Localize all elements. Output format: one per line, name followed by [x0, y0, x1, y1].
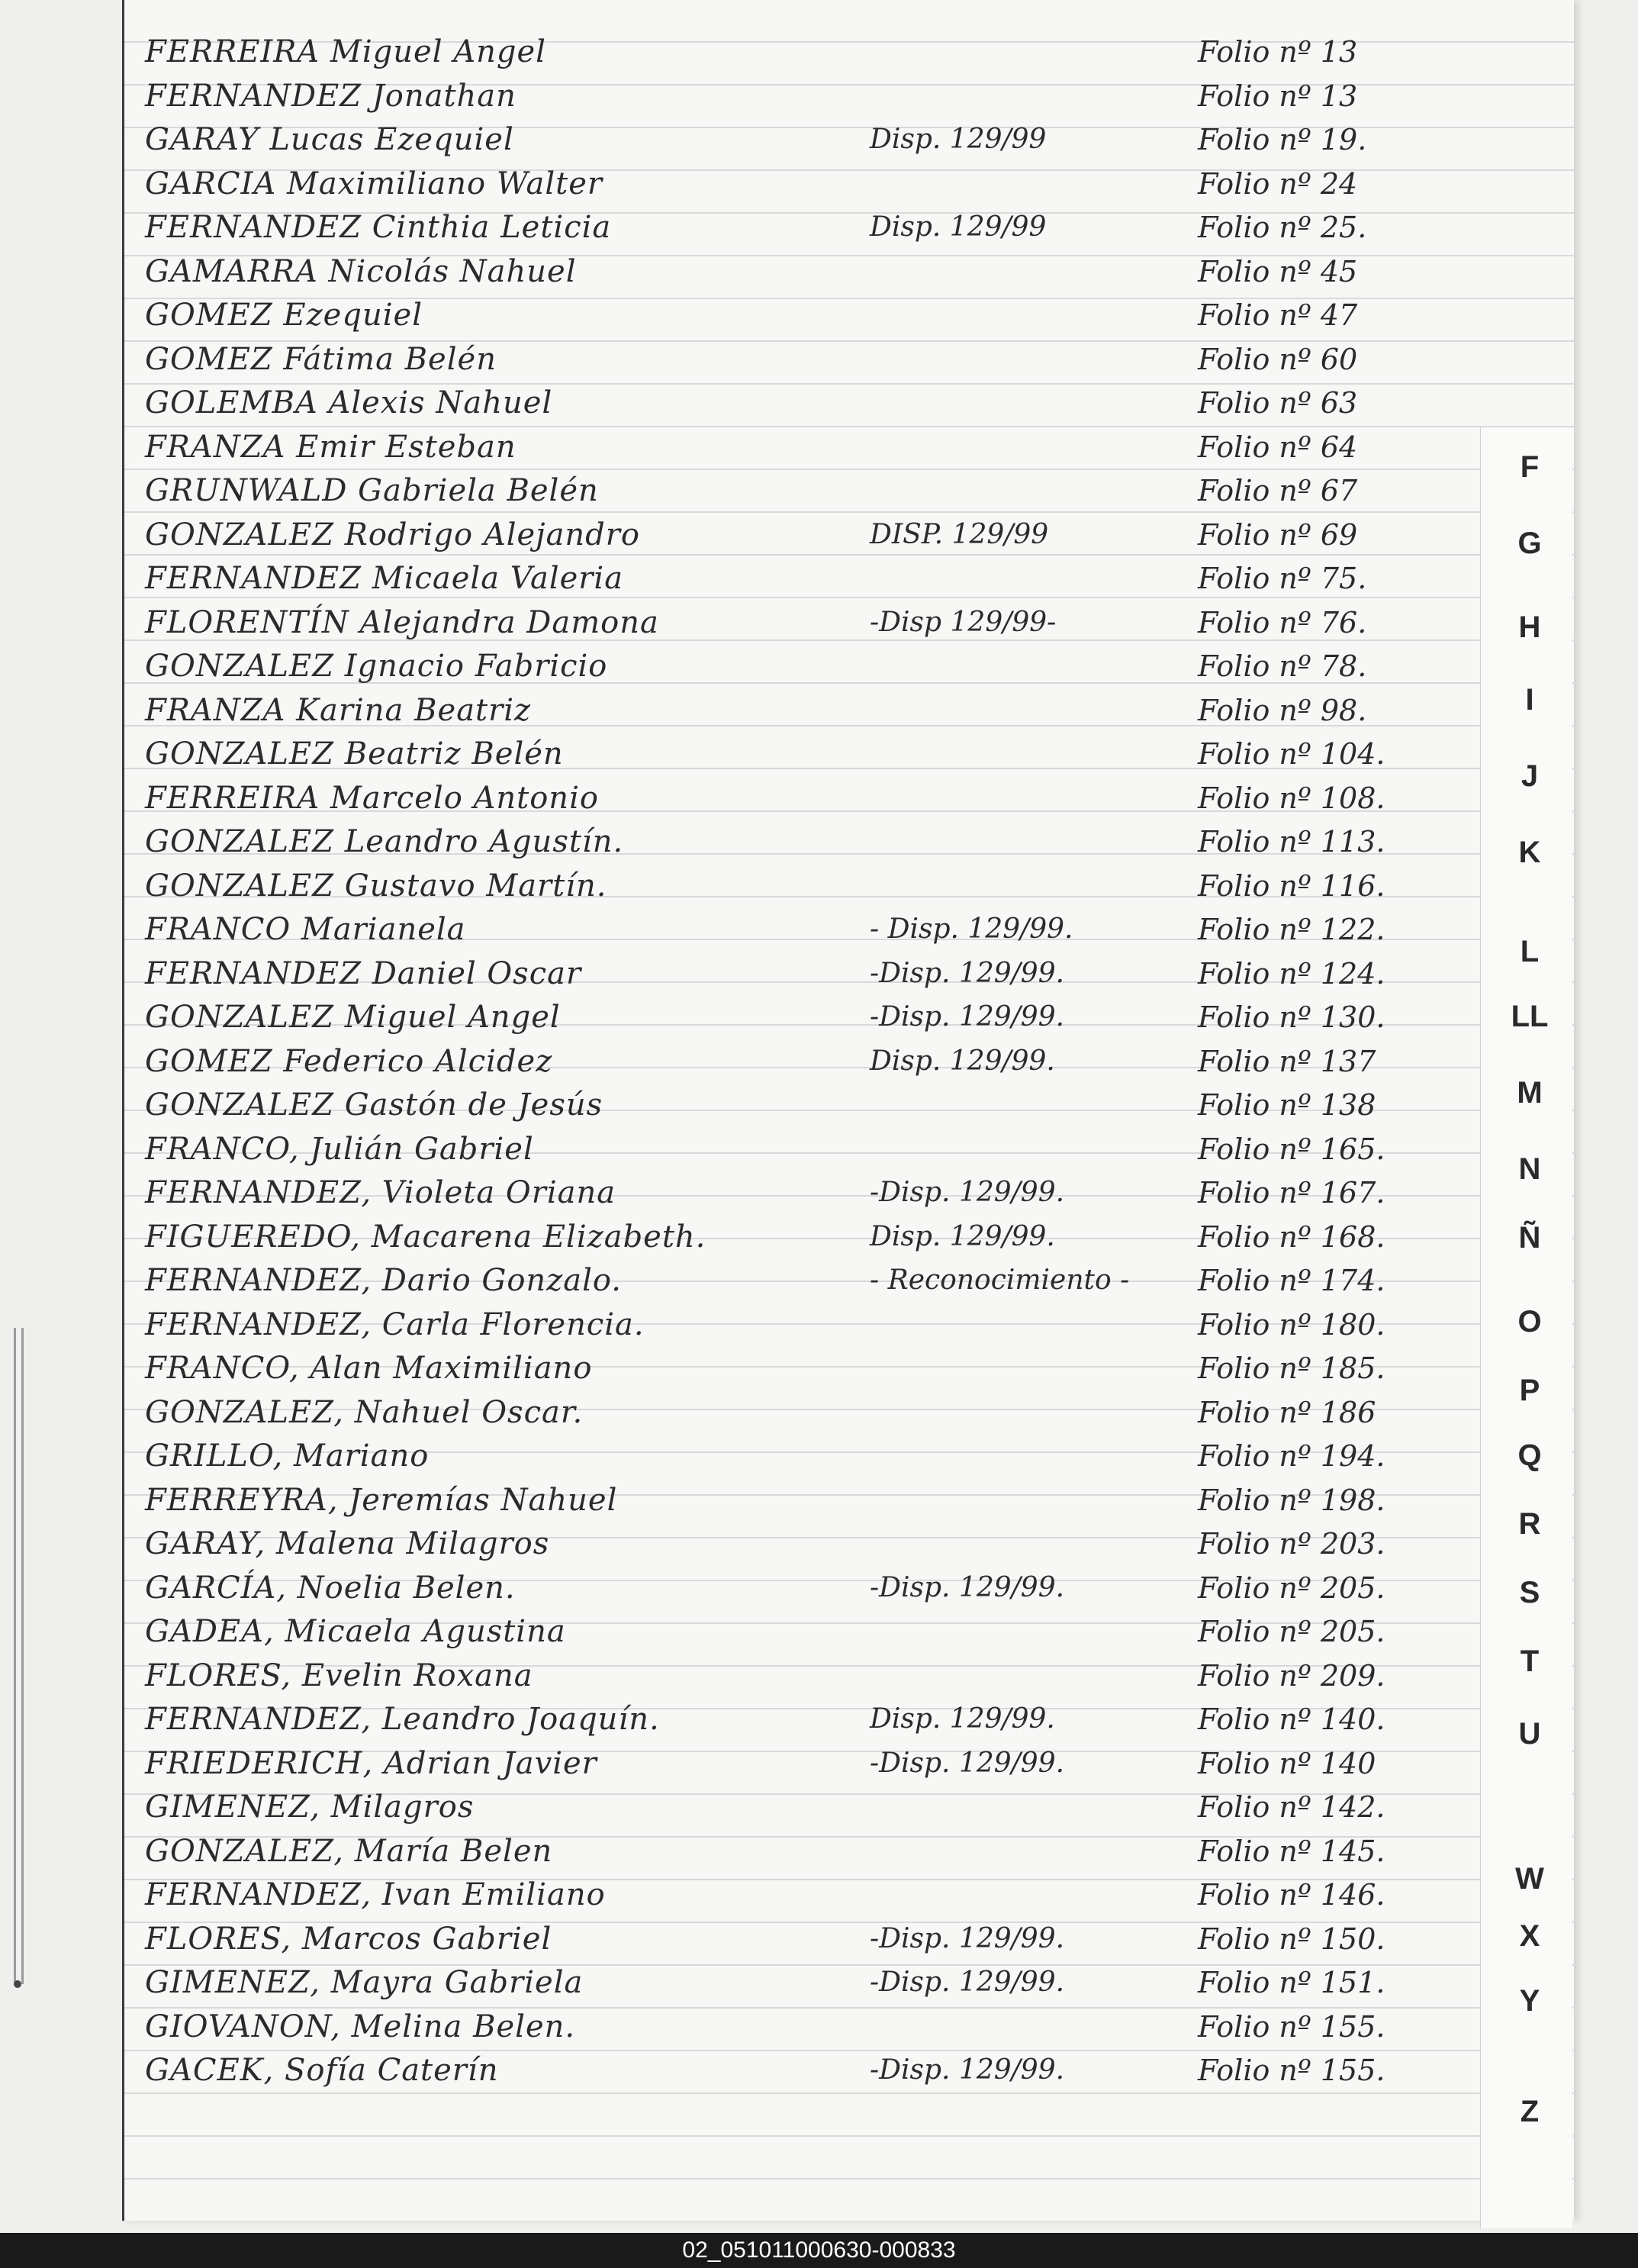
entry-folio: Folio nº 140. [1198, 1703, 1385, 1736]
entry-name: GACEK, Sofía Caterín [145, 2053, 499, 2088]
document-id-footer: 02_051011000630-000833 [0, 2233, 1638, 2268]
entry-name: GOMEZ Fátima Belén [145, 341, 497, 377]
entry-folio: Folio nº 186 [1198, 1395, 1376, 1429]
entry-folio: Folio nº 168. [1198, 1219, 1385, 1254]
entry-name: FERNANDEZ, Leandro Joaquín. [145, 1702, 660, 1737]
entry-name: GONZALEZ, María Belen [145, 1833, 553, 1869]
registry-entry [130, 1084, 1503, 1126]
index-tab[interactable]: G [1517, 527, 1542, 560]
entry-name: GONZALEZ Miguel Angel [145, 1000, 561, 1035]
entry-name: GOLEMBA Alexis Nahuel [145, 385, 553, 420]
entry-name: GIMENEZ, Milagros [145, 1790, 475, 1825]
entry-name: GRUNWALD Gabriela Belén [145, 473, 599, 508]
entry-note: DISP. 129/99 [870, 518, 1049, 550]
entry-name: GADEA, Micaela Agustina [145, 1614, 566, 1649]
entry-folio: Folio nº 205. [1198, 1571, 1385, 1605]
entry-note: Disp. 129/99 [870, 124, 1047, 155]
entry-folio: Folio nº 124. [1198, 956, 1385, 991]
registry-entry [130, 1171, 1503, 1214]
index-tab[interactable]: R [1518, 1507, 1541, 1541]
entry-name: GONZALEZ Rodrigo Alejandro [145, 517, 640, 553]
entry-folio: Folio nº 155. [1198, 2054, 1385, 2087]
registry-entry [130, 469, 1503, 512]
registry-entry [130, 2049, 1503, 2092]
index-tab[interactable]: H [1518, 610, 1541, 644]
entry-name: FLORENTÍN Alejandra Damona [145, 604, 659, 640]
registry-entry [130, 1918, 1503, 1960]
entry-name: FRANZA Emir Esteban [145, 429, 517, 465]
entry-folio: Folio nº 198. [1198, 1483, 1385, 1517]
registry-entry [130, 820, 1503, 863]
entry-note: -Disp. 129/99. [870, 1747, 1065, 1779]
entry-folio: Folio nº 78. [1198, 649, 1367, 683]
registry-entry [130, 689, 1503, 732]
entry-note: Disp. 129/99. [870, 1045, 1055, 1077]
index-tab[interactable]: P [1519, 1374, 1540, 1407]
registry-entry [130, 426, 1503, 469]
entry-folio: Folio nº 47 [1198, 298, 1358, 332]
entry-name: FRANZA Karina Beatriz [145, 692, 532, 728]
entry-folio: Folio nº 185. [1198, 1351, 1385, 1385]
entry-folio: Folio nº 104. [1198, 737, 1385, 771]
entry-name: FIGUEREDO, Macarena Elizabeth. [145, 1219, 706, 1255]
entry-folio: Folio nº 180. [1198, 1307, 1385, 1342]
entry-name: FERNANDEZ, Violeta Oriana [145, 1175, 616, 1210]
binder-edge [0, 0, 53, 2233]
entry-folio: Folio nº 167. [1198, 1176, 1385, 1210]
entry-name: FRANCO, Alan Maximiliano [145, 1351, 593, 1386]
registry-entry [130, 1259, 1503, 1302]
entry-folio: Folio nº 76. [1198, 605, 1367, 639]
index-tab[interactable]: U [1518, 1717, 1541, 1751]
entry-name: GONZALEZ Gastón de Jesús [145, 1087, 603, 1123]
entry-note: -Disp 129/99- [870, 606, 1057, 638]
registry-entry [130, 514, 1503, 556]
entry-name: FERREYRA, Jeremías Nahuel [145, 1482, 618, 1518]
entry-note: -Disp. 129/99. [870, 1922, 1065, 1954]
entry-folio: Folio nº 63 [1198, 386, 1358, 420]
entry-note: -Disp. 129/99. [870, 957, 1065, 989]
index-tab[interactable]: Z [1520, 2095, 1540, 2128]
index-tab[interactable]: W [1515, 1862, 1544, 1896]
entry-name: FERNANDEZ Jonathan [145, 78, 517, 114]
entry-name: GARCÍA, Noelia Belen. [145, 1570, 516, 1606]
entry-folio: Folio nº 13 [1198, 35, 1358, 69]
index-tab[interactable]: M [1517, 1076, 1543, 1110]
binder-line [21, 1328, 24, 1984]
index-tab[interactable]: F [1520, 450, 1540, 484]
entry-name: FLORES, Marcos Gabriel [145, 1921, 552, 1957]
registry-entry [130, 1873, 1503, 1916]
entry-name: GONZALEZ Gustavo Martín. [145, 868, 607, 904]
entry-note: -Disp. 129/99. [870, 1177, 1065, 1208]
registry-entry [130, 1698, 1503, 1741]
index-tab[interactable]: Ñ [1518, 1221, 1541, 1255]
entry-folio: Folio nº 140 [1198, 1746, 1376, 1780]
entry-name: GRILLO, Mariano [145, 1438, 430, 1474]
entry-folio: Folio nº 155. [1198, 2009, 1385, 2044]
entry-folio: Folio nº 138 [1198, 1088, 1376, 1122]
index-tab[interactable]: LL [1511, 1000, 1549, 1033]
registry-entry [130, 952, 1503, 995]
entry-folio: Folio nº 165. [1198, 1132, 1385, 1166]
index-tab[interactable]: N [1518, 1152, 1541, 1186]
index-tab[interactable]: O [1517, 1305, 1542, 1339]
registry-entry [130, 31, 1503, 73]
entry-folio: Folio nº 64 [1198, 430, 1358, 464]
entry-name: FRANCO Marianela [145, 912, 466, 947]
entry-note: Disp. 129/99 [870, 211, 1047, 243]
entry-name: FERNANDEZ Daniel Oscar [145, 955, 582, 991]
entry-folio: Folio nº 45 [1198, 254, 1358, 288]
registry-entry [130, 865, 1503, 907]
entry-note: Disp. 129/99. [870, 1703, 1055, 1735]
registry-entry [130, 1479, 1503, 1522]
entry-folio: Folio nº 60 [1198, 342, 1358, 376]
registry-entry [130, 996, 1503, 1039]
entry-folio: Folio nº 24 [1198, 166, 1358, 201]
entry-name: GAMARRA Nicolás Nahuel [145, 253, 577, 289]
entry-note: -Disp. 129/99. [870, 2054, 1065, 2086]
entry-folio: Folio nº 116. [1198, 868, 1385, 903]
entry-name: FRIEDERICH, Adrian Javier [145, 1745, 597, 1781]
registry-entry [130, 1567, 1503, 1609]
registry-entry [130, 1435, 1503, 1477]
registry-entry [130, 1786, 1503, 1828]
registry-entry [130, 1742, 1503, 1785]
index-tab[interactable]: K [1518, 836, 1541, 869]
entry-name: GARCIA Maximiliano Walter [145, 166, 603, 201]
registry-entry [130, 1347, 1503, 1390]
entry-name: FRANCO, Julián Gabriel [145, 1131, 534, 1167]
binder-line [14, 1328, 16, 1984]
entry-folio: Folio nº 137 [1198, 1044, 1376, 1078]
registry-entry [130, 338, 1503, 381]
entry-name: FERNANDEZ, Carla Florencia. [145, 1306, 645, 1342]
index-tab[interactable]: Q [1517, 1438, 1542, 1472]
registry-entry [130, 1216, 1503, 1258]
entry-folio: Folio nº 145. [1198, 1834, 1385, 1868]
entry-name: FLORES, Evelin Roxana [145, 1658, 533, 1693]
entry-folio: Folio nº 194. [1198, 1439, 1385, 1473]
entry-name: GONZALEZ Leandro Agustín. [145, 824, 624, 859]
entry-note: -Disp. 129/99. [870, 1001, 1065, 1033]
registry-entry [130, 75, 1503, 118]
registry-entry [130, 1128, 1503, 1171]
registry-entry [130, 1040, 1503, 1083]
index-tab[interactable]: L [1520, 935, 1540, 968]
entry-folio: Folio nº 98. [1198, 693, 1367, 727]
registry-entry [130, 1830, 1503, 1873]
entry-folio: Folio nº 19. [1198, 123, 1367, 156]
registry-entry [130, 2005, 1503, 2048]
entry-folio: Folio nº 108. [1198, 781, 1385, 815]
registry-entry [130, 733, 1503, 775]
entry-folio: Folio nº 69 [1198, 517, 1358, 552]
registry-entry [130, 557, 1503, 600]
entry-name: GONZALEZ Ignacio Fabricio [145, 649, 608, 684]
binder-hole [14, 1980, 21, 1988]
registry-entry [130, 382, 1503, 424]
entry-note: - Reconocimiento - [870, 1264, 1130, 1296]
registry-entry [130, 1522, 1503, 1565]
entry-folio: Folio nº 146. [1198, 1878, 1385, 1912]
registry-entry [130, 250, 1503, 293]
registry-entry [130, 206, 1503, 249]
index-tab[interactable]: S [1519, 1576, 1540, 1609]
registry-entry [130, 777, 1503, 820]
entry-name: GIMENEZ, Mayra Gabriela [145, 1965, 584, 2000]
entry-name: GONZALEZ Beatriz Belén [145, 736, 564, 772]
entry-folio: Folio nº 113. [1198, 825, 1385, 859]
entry-note: -Disp. 129/99. [870, 1967, 1065, 1998]
index-tab[interactable]: I [1525, 683, 1534, 717]
registry-entry [130, 1303, 1503, 1346]
registry-entry [130, 1961, 1503, 2004]
entry-name: FERNANDEZ Micaela Valeria [145, 561, 624, 596]
entry-folio: Folio nº 122. [1198, 913, 1385, 946]
entry-folio: Folio nº 75. [1198, 562, 1367, 595]
registry-entry [130, 645, 1503, 688]
index-tab[interactable]: Y [1519, 1984, 1540, 2018]
entry-name: GARAY Lucas Ezequiel [145, 122, 514, 157]
entry-folio: Folio nº 151. [1198, 1966, 1385, 1999]
registry-entry [130, 294, 1503, 337]
registry-entry [130, 118, 1503, 161]
index-tab[interactable]: T [1520, 1645, 1540, 1678]
entry-name: FERNANDEZ, Ivan Emiliano [145, 1877, 606, 1912]
registry-entry [130, 163, 1503, 205]
entry-name: GIOVANON, Melina Belen. [145, 2009, 576, 2044]
entry-name: GONZALEZ, Nahuel Oscar. [145, 1394, 584, 1430]
entry-folio: Folio nº 67 [1198, 474, 1358, 507]
index-tab[interactable]: X [1519, 1919, 1540, 1953]
registry-entry [130, 1654, 1503, 1697]
entry-folio: Folio nº 205. [1198, 1615, 1385, 1648]
entry-name: FERNANDEZ Cinthia Leticia [145, 210, 612, 245]
entry-folio: Folio nº 13 [1198, 79, 1358, 113]
entry-folio: Folio nº 130. [1198, 1000, 1385, 1034]
entry-folio: Folio nº 209. [1198, 1658, 1385, 1693]
entry-name: FERNANDEZ, Dario Gonzalo. [145, 1263, 622, 1298]
entry-name: FERREIRA Marcelo Antonio [145, 780, 599, 816]
entry-name: GOMEZ Federico Alcidez [145, 1043, 553, 1079]
entry-folio: Folio nº 150. [1198, 1922, 1385, 1956]
registry-entry [130, 601, 1503, 644]
entry-folio: Folio nº 25. [1198, 211, 1367, 244]
index-tab[interactable]: J [1521, 759, 1539, 793]
registry-entry [130, 908, 1503, 951]
entry-name: FERREIRA Miguel Angel [145, 34, 546, 69]
entry-note: -Disp. 129/99. [870, 1571, 1065, 1603]
entry-folio: Folio nº 203. [1198, 1527, 1385, 1561]
entry-name: GOMEZ Ezequiel [145, 298, 423, 333]
entry-name: GARAY, Malena Milagros [145, 1526, 550, 1561]
entry-folio: Folio nº 142. [1198, 1790, 1385, 1824]
registry-entry [130, 1391, 1503, 1434]
entry-note: Disp. 129/99. [870, 1220, 1055, 1252]
registry-entry [130, 1610, 1503, 1653]
entry-folio: Folio nº 174. [1198, 1264, 1385, 1297]
entry-note: - Disp. 129/99. [870, 913, 1073, 945]
